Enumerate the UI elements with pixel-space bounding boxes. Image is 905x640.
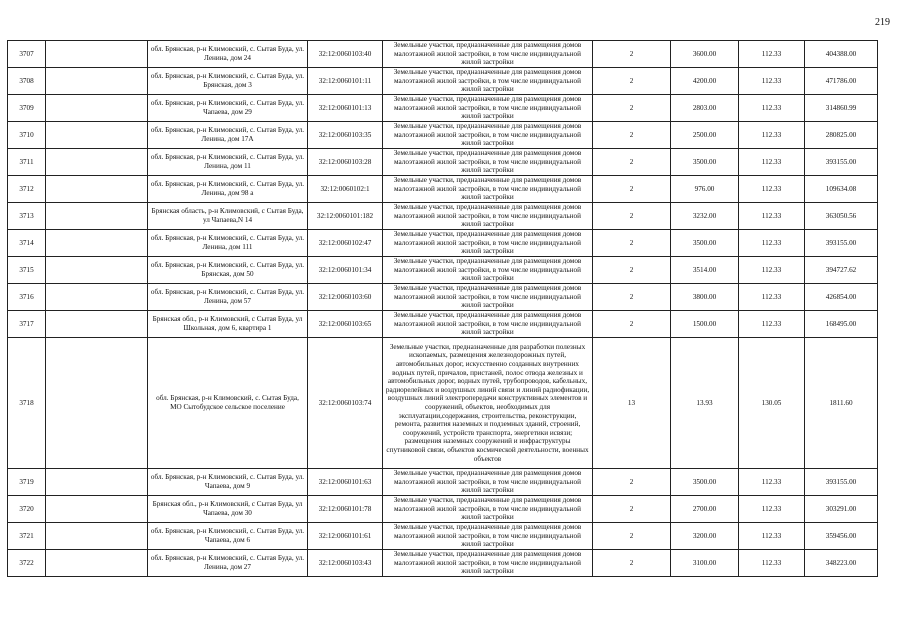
area-cell: 3500.00 <box>671 149 739 176</box>
land-purpose-cell: Земельные участки, предназначенные для размещения домов малоэтажной жилой застройки, в том числе индивидуальной жилой застройки <box>383 469 593 496</box>
cadastral-number-cell: 32:12:0060103:43 <box>308 550 383 577</box>
group-number-cell: 2 <box>593 95 671 122</box>
area-cell: 3500.00 <box>671 230 739 257</box>
cadastral-value-cell: 168495.00 <box>805 311 878 338</box>
cadastral-number-cell: 32:12:0060102:47 <box>308 230 383 257</box>
specific-value-cell: 112.33 <box>739 550 805 577</box>
row-number-cell: 3720 <box>8 496 46 523</box>
group-number-cell: 2 <box>593 41 671 68</box>
land-purpose-cell: Земельные участки, предназначенные для размещения домов малоэтажной жилой застройки, в том числе индивидуальной жилой застройки <box>383 149 593 176</box>
cadastral-value-cell: 404388.00 <box>805 41 878 68</box>
specific-value-cell: 112.33 <box>739 257 805 284</box>
land-purpose-cell: Земельные участки, предназначенные для размещения домов малоэтажной жилой застройки, в том числе индивидуальной жилой застройки <box>383 68 593 95</box>
land-purpose-cell: Земельные участки, предназначенные для размещения домов малоэтажной жилой застройки, в том числе индивидуальной жилой застройки <box>383 203 593 230</box>
table-row <box>8 496 878 523</box>
land-purpose-cell: Земельные участки, предназначенные для размещения домов малоэтажной жилой застройки, в том числе индивидуальной жилой застройки <box>383 41 593 68</box>
row-number-cell: 3716 <box>8 284 46 311</box>
row-number-cell: 3707 <box>8 41 46 68</box>
address-cell: обл. Брянская, р-н Климовский, с. Сытая Буда, ул. Чапаева, дом 29 <box>148 95 308 122</box>
blank-cell <box>46 230 148 257</box>
cadastral-value-cell: 314860.99 <box>805 95 878 122</box>
blank-cell <box>46 496 148 523</box>
address-cell: обл. Брянская, р-н Климовский, с. Сытая Буда, ул. Ленина, дом 27 <box>148 550 308 577</box>
address-cell: Брянская обл., р-н Климовский, с Сытая Буда, ул Чапаева, дом 30 <box>148 496 308 523</box>
table-row <box>8 550 878 577</box>
row-number-cell: 3709 <box>8 95 46 122</box>
area-cell: 4200.00 <box>671 68 739 95</box>
cadastral-value-table <box>7 40 878 577</box>
group-number-cell: 13 <box>593 338 671 469</box>
table-row <box>8 284 878 311</box>
cadastral-number-cell: 32:12:0060101:13 <box>308 95 383 122</box>
land-purpose-cell: Земельные участки, предназначенные для размещения домов малоэтажной жилой застройки, в том числе индивидуальной жилой застройки <box>383 550 593 577</box>
row-number-cell: 3711 <box>8 149 46 176</box>
cadastral-number-cell: 32:12:0060103:28 <box>308 149 383 176</box>
table-row <box>8 230 878 257</box>
land-purpose-cell: Земельные участки, предназначенные для разработки полезных ископаемых, размещения железнодорожных путей, автомобильных дорог, искусственно созданных внутренних водных путей, причалов, пристаней, полос отвода железных и автомобильных дорог, водных путей, трубопроводов, кабельных, радиорелейных и воздушных линий связи и линий радиофикации, воздушных линий электропередачи конструктивных элементов и сооружений, объектов, необходимых для эксплуатации,содержания, строительства, реконструкции, ремонта, развития наземных и подземных зданий, строений, сооружений, устройств транспорта, энергетики исвязи; размещения наземных сооружений и инфраструктуры спутниковой связи, объектов космической деятельности, военных объектов <box>383 338 593 469</box>
area-cell: 2700.00 <box>671 496 739 523</box>
address-cell: обл. Брянская, р-н Климовский, с. Сытая Буда, ул. Брянская, дом 50 <box>148 257 308 284</box>
specific-value-cell: 112.33 <box>739 469 805 496</box>
row-number-cell: 3710 <box>8 122 46 149</box>
table-row <box>8 311 878 338</box>
row-number-cell: 3719 <box>8 469 46 496</box>
area-cell: 3500.00 <box>671 469 739 496</box>
row-number-cell: 3715 <box>8 257 46 284</box>
address-cell: обл. Брянская, р-н Климовский, с. Сытая Буда, ул. Чапаева, дом 6 <box>148 523 308 550</box>
row-number-cell: 3708 <box>8 68 46 95</box>
table-body <box>8 41 878 577</box>
group-number-cell: 2 <box>593 149 671 176</box>
table-row <box>8 469 878 496</box>
group-number-cell: 2 <box>593 496 671 523</box>
area-cell: 976.00 <box>671 176 739 203</box>
address-cell: обл. Брянская, р-н Климовский, с. Сытая Буда, ул. Ленина, дом 11 <box>148 149 308 176</box>
cadastral-value-cell: 348223.00 <box>805 550 878 577</box>
blank-cell <box>46 122 148 149</box>
cadastral-number-cell: 32:12:0060101:61 <box>308 523 383 550</box>
table-row <box>8 122 878 149</box>
address-cell: обл. Брянская, р-н Климовский, с. Сытая Буда, МО Сытобудское сельское поселение <box>148 338 308 469</box>
blank-cell <box>46 203 148 230</box>
table-row <box>8 523 878 550</box>
group-number-cell: 2 <box>593 122 671 149</box>
specific-value-cell: 130.05 <box>739 338 805 469</box>
group-number-cell: 2 <box>593 257 671 284</box>
table-row <box>8 203 878 230</box>
area-cell: 3600.00 <box>671 41 739 68</box>
blank-cell <box>46 176 148 203</box>
cadastral-number-cell: 32:12:0060102:1 <box>308 176 383 203</box>
specific-value-cell: 112.33 <box>739 203 805 230</box>
specific-value-cell: 112.33 <box>739 149 805 176</box>
cadastral-number-cell: 32:12:0060101:182 <box>308 203 383 230</box>
cadastral-value-cell: 359456.00 <box>805 523 878 550</box>
land-purpose-cell: Земельные участки, предназначенные для размещения домов малоэтажной жилой застройки, в том числе индивидуальной жилой застройки <box>383 311 593 338</box>
blank-cell <box>46 469 148 496</box>
cadastral-value-cell: 471786.00 <box>805 68 878 95</box>
address-cell: обл. Брянская, р-н Климовский, с. Сытая Буда, ул. Брянская, дом 3 <box>148 68 308 95</box>
area-cell: 13.93 <box>671 338 739 469</box>
table-row <box>8 68 878 95</box>
row-number-cell: 3714 <box>8 230 46 257</box>
address-cell: Брянская область, р-н Климовский, с Сытая Буда, ул Чапаева,N 14 <box>148 203 308 230</box>
specific-value-cell: 112.33 <box>739 523 805 550</box>
blank-cell <box>46 41 148 68</box>
specific-value-cell: 112.33 <box>739 311 805 338</box>
specific-value-cell: 112.33 <box>739 122 805 149</box>
group-number-cell: 2 <box>593 550 671 577</box>
group-number-cell: 2 <box>593 68 671 95</box>
cadastral-value-cell: 393155.00 <box>805 469 878 496</box>
blank-cell <box>46 523 148 550</box>
land-purpose-cell: Земельные участки, предназначенные для размещения домов малоэтажной жилой застройки, в том числе индивидуальной жилой застройки <box>383 95 593 122</box>
table-row <box>8 95 878 122</box>
table-row <box>8 149 878 176</box>
specific-value-cell: 112.33 <box>739 230 805 257</box>
cadastral-value-cell: 394727.62 <box>805 257 878 284</box>
cadastral-number-cell: 32:12:0060101:63 <box>308 469 383 496</box>
row-number-cell: 3722 <box>8 550 46 577</box>
row-number-cell: 3713 <box>8 203 46 230</box>
area-cell: 3100.00 <box>671 550 739 577</box>
table-row <box>8 257 878 284</box>
cadastral-value-cell: 1811.60 <box>805 338 878 469</box>
blank-cell <box>46 95 148 122</box>
specific-value-cell: 112.33 <box>739 41 805 68</box>
cadastral-value-cell: 363050.56 <box>805 203 878 230</box>
area-cell: 3514.00 <box>671 257 739 284</box>
cadastral-value-cell: 426854.00 <box>805 284 878 311</box>
group-number-cell: 2 <box>593 176 671 203</box>
address-cell: обл. Брянская, р-н Климовский, с. Сытая Буда, ул. Ленина, дом 111 <box>148 230 308 257</box>
land-purpose-cell: Земельные участки, предназначенные для размещения домов малоэтажной жилой застройки, в том числе индивидуальной жилой застройки <box>383 523 593 550</box>
land-purpose-cell: Земельные участки, предназначенные для размещения домов малоэтажной жилой застройки, в том числе индивидуальной жилой застройки <box>383 176 593 203</box>
group-number-cell: 2 <box>593 230 671 257</box>
area-cell: 2803.00 <box>671 95 739 122</box>
blank-cell <box>46 68 148 95</box>
address-cell: обл. Брянская, р-н Климовский, с. Сытая Буда, ул. Ленина, дом 17А <box>148 122 308 149</box>
cadastral-value-cell: 303291.00 <box>805 496 878 523</box>
table-row <box>8 338 878 469</box>
address-cell: Брянская обл., р-н Климовский, с Сытая Буда, ул Школьная, дом 6, квартира 1 <box>148 311 308 338</box>
specific-value-cell: 112.33 <box>739 496 805 523</box>
cadastral-number-cell: 32:12:0060103:65 <box>308 311 383 338</box>
row-number-cell: 3721 <box>8 523 46 550</box>
page-number: 219 <box>875 17 890 28</box>
cadastral-number-cell: 32:12:0060101:78 <box>308 496 383 523</box>
blank-cell <box>46 338 148 469</box>
blank-cell <box>46 257 148 284</box>
area-cell: 3200.00 <box>671 523 739 550</box>
address-cell: обл. Брянская, р-н Климовский, с. Сытая Буда, ул. Ленина, дом 57 <box>148 284 308 311</box>
group-number-cell: 2 <box>593 469 671 496</box>
blank-cell <box>46 311 148 338</box>
land-purpose-cell: Земельные участки, предназначенные для размещения домов малоэтажной жилой застройки, в том числе индивидуальной жилой застройки <box>383 257 593 284</box>
row-number-cell: 3717 <box>8 311 46 338</box>
group-number-cell: 2 <box>593 311 671 338</box>
land-purpose-cell: Земельные участки, предназначенные для размещения домов малоэтажной жилой застройки, в том числе индивидуальной жилой застройки <box>383 230 593 257</box>
cadastral-number-cell: 32:12:0060103:74 <box>308 338 383 469</box>
cadastral-number-cell: 32:12:0060103:35 <box>308 122 383 149</box>
row-number-cell: 3712 <box>8 176 46 203</box>
cadastral-value-cell: 280825.00 <box>805 122 878 149</box>
area-cell: 2500.00 <box>671 122 739 149</box>
blank-cell <box>46 550 148 577</box>
specific-value-cell: 112.33 <box>739 95 805 122</box>
cadastral-number-cell: 32:12:0060103:60 <box>308 284 383 311</box>
land-purpose-cell: Земельные участки, предназначенные для размещения домов малоэтажной жилой застройки, в том числе индивидуальной жилой застройки <box>383 284 593 311</box>
group-number-cell: 2 <box>593 523 671 550</box>
land-purpose-cell: Земельные участки, предназначенные для размещения домов малоэтажной жилой застройки, в том числе индивидуальной жилой застройки <box>383 496 593 523</box>
table-row <box>8 41 878 68</box>
area-cell: 3232.00 <box>671 203 739 230</box>
specific-value-cell: 112.33 <box>739 68 805 95</box>
cadastral-number-cell: 32:12:0060103:40 <box>308 41 383 68</box>
group-number-cell: 2 <box>593 284 671 311</box>
group-number-cell: 2 <box>593 203 671 230</box>
cadastral-value-cell: 109634.08 <box>805 176 878 203</box>
address-cell: обл. Брянская, р-н Климовский, с. Сытая Буда, ул. Ленина, дом 98 а <box>148 176 308 203</box>
specific-value-cell: 112.33 <box>739 284 805 311</box>
area-cell: 3800.00 <box>671 284 739 311</box>
blank-cell <box>46 149 148 176</box>
cadastral-number-cell: 32:12:0060101:34 <box>308 257 383 284</box>
area-cell: 1500.00 <box>671 311 739 338</box>
blank-cell <box>46 284 148 311</box>
land-purpose-cell: Земельные участки, предназначенные для размещения домов малоэтажной жилой застройки, в том числе индивидуальной жилой застройки <box>383 122 593 149</box>
table-row <box>8 176 878 203</box>
address-cell: обл. Брянская, р-н Климовский, с. Сытая Буда, ул. Ленина, дом 24 <box>148 41 308 68</box>
specific-value-cell: 112.33 <box>739 176 805 203</box>
address-cell: обл. Брянская, р-н Климовский, с. Сытая Буда, ул. Чапаева, дом 9 <box>148 469 308 496</box>
cadastral-number-cell: 32:12:0060101:11 <box>308 68 383 95</box>
row-number-cell: 3718 <box>8 338 46 469</box>
cadastral-value-cell: 393155.00 <box>805 230 878 257</box>
cadastral-value-cell: 393155.00 <box>805 149 878 176</box>
